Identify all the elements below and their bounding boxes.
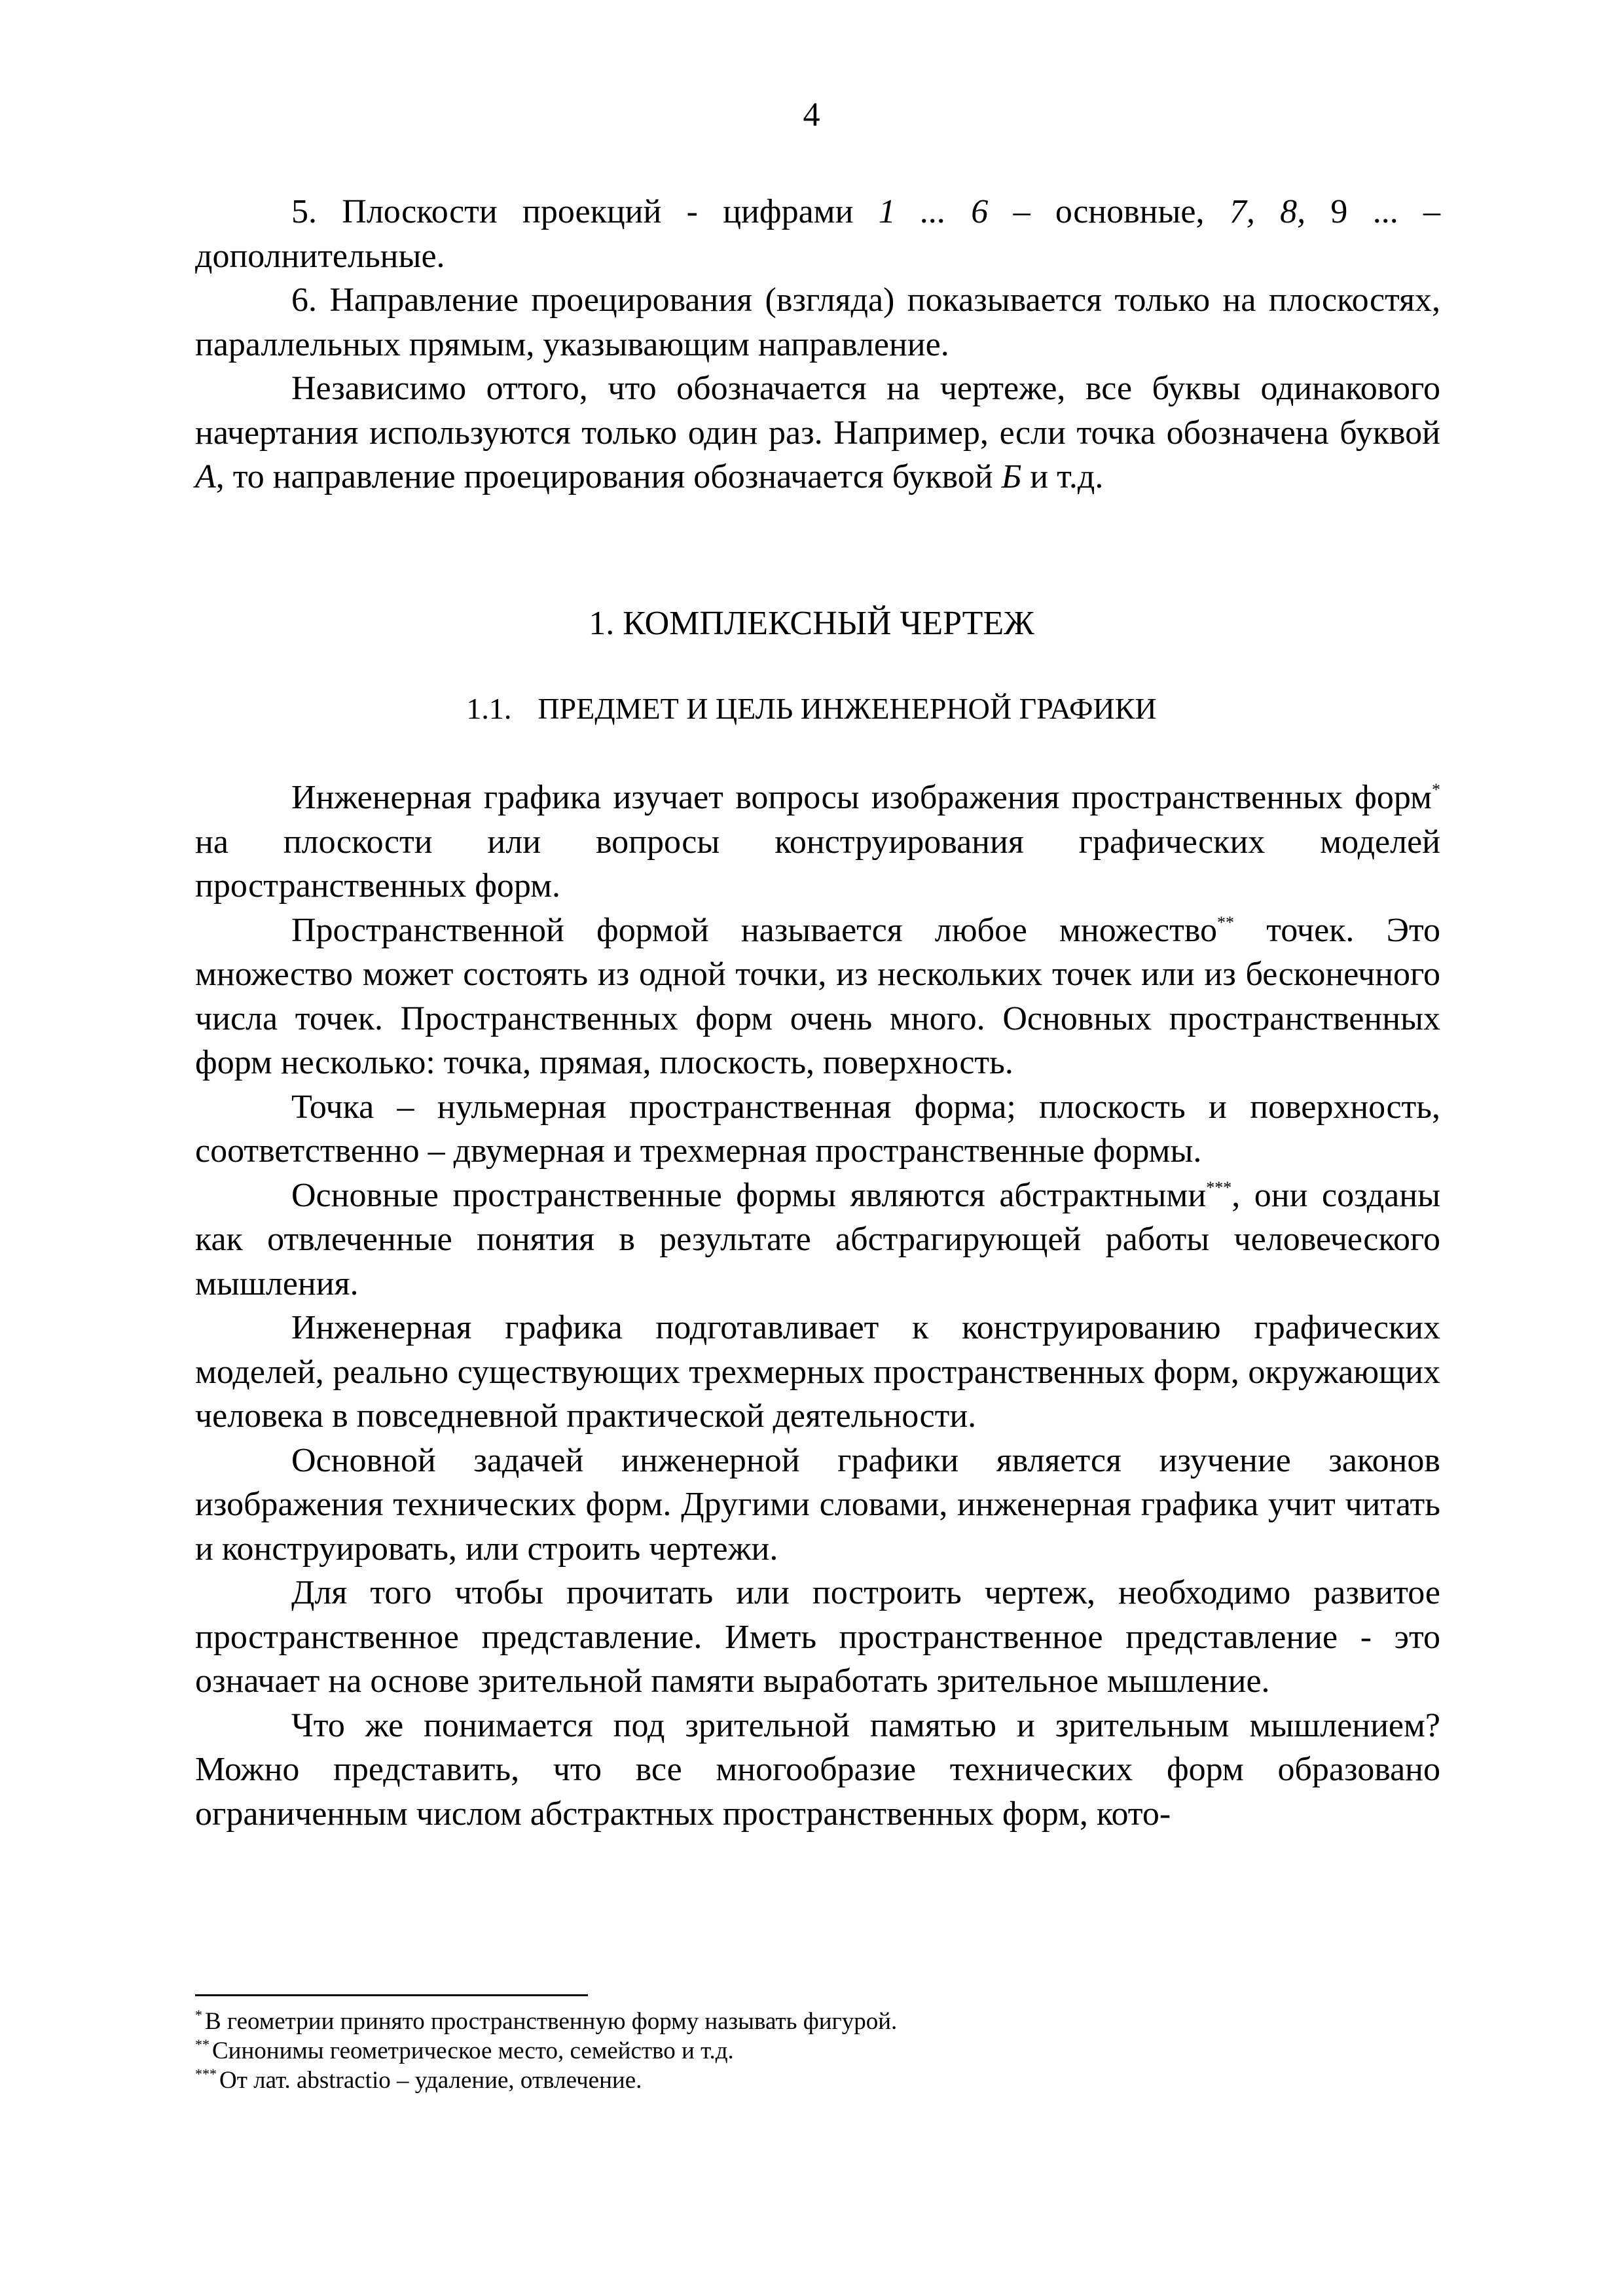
intro-paragraph-3	[195, 367, 1440, 499]
body-paragraph-7: Для того чтобы прочитать или построить чертеж, необходимо развитое пространственное представление. Иметь пространственное представление - это означает на основе зрительной памяти выработать зрительное мышление.	[195, 1574, 1440, 1700]
text-run: Инженерная графика изучает вопросы изображения пространственных форм	[291, 779, 1432, 816]
footnote-1	[195, 2007, 1440, 2036]
footnote-ref: ***	[1206, 1177, 1232, 1197]
text-run: – основные,	[988, 193, 1230, 230]
footnote-2	[195, 2036, 1440, 2066]
text-run: Независимо оттого, что обозначается на чертеже, все буквы одинакового начертания используются только один раз. Например, если точка обозначена буквой	[195, 370, 1440, 452]
italic-run: 1 ... 6	[878, 193, 989, 230]
section-number: 1.1.	[466, 692, 512, 725]
footnote-text: В геометрии принято пространственную форму называть фигурой.	[205, 2008, 898, 2035]
text-run: и т.д.	[1021, 458, 1104, 495]
footnote-text: Синонимы геометрическое место, семейство и т.д.	[212, 2037, 734, 2064]
chapter-title: 1. КОМПЛЕКСНЫЙ ЧЕРТЕЖ	[589, 605, 1034, 642]
text-run: Пространственной формой называется любое множество	[291, 911, 1218, 949]
section-title	[0, 691, 1623, 726]
italic-run: 7, 8,	[1229, 193, 1306, 230]
body-paragraph-6: Основной задачей инженерной графики является изучение законов изображения технических форм. Другими словами, инженерная графика учит читать и конструировать, или строить чертежи.	[195, 1441, 1440, 1568]
page-number: 4	[803, 96, 820, 134]
text-run: 5. Плоскости проекций - цифрами	[291, 193, 879, 230]
footnote-text: От лат. abstractio – удаление, отвлечение.	[219, 2067, 642, 2094]
italic-run: А	[195, 458, 216, 495]
italic-run: Б	[1001, 458, 1022, 495]
footnote-divider	[195, 1994, 588, 1996]
footnote-3	[195, 2066, 1440, 2095]
footnote-mark: **	[195, 2036, 210, 2053]
intro-paragraph-2: 6. Направление проецирования (взгляда) показывается только на плоскостях, параллельных прямым, указывающим направление.	[195, 281, 1440, 363]
body-paragraph-1	[195, 776, 1440, 908]
body-paragraph-8: Что же понимается под зрительной памятью и зрительным мышлением? Можно представить, что все многообразие технических форм образовано ограниченным числом абстрактных пространственных форм, кото-	[195, 1706, 1440, 1833]
section-heading: ПРЕДМЕТ И ЦЕЛЬ ИНЖЕНЕРНОЙ ГРАФИКИ	[538, 692, 1157, 725]
text-run: Основные пространственные формы являются абстрактными	[291, 1176, 1207, 1214]
text-run: 9 ... – дополнительные.	[195, 193, 1441, 275]
text-run: на плоскости или вопросы конструирования графических моделей пространственных форм.	[195, 823, 1440, 905]
footnote-mark: *	[195, 2007, 202, 2023]
footnote-mark: ***	[195, 2066, 217, 2082]
footnotes	[195, 2007, 1440, 2095]
text-run: , они созданы как отвлеченные понятия в результате абстрагирующей работы человеческого мышления.	[195, 1176, 1441, 1302]
body-paragraph-2	[195, 908, 1440, 1085]
text-run: , то направление проецирования обозначается буквой	[215, 458, 1002, 495]
body-paragraph-4	[195, 1174, 1440, 1306]
body-text	[195, 776, 1440, 1836]
intro-text	[195, 190, 1440, 499]
text-run: точек. Это множество может состоять из одной точки, из нескольких точек или из бесконечного числа точек. Пространственных форм очень много. Основных пространственных форм несколько: точка, прямая, плоскость, поверхность.	[195, 911, 1440, 1081]
intro-paragraph-1	[195, 190, 1440, 278]
body-paragraph-3: Точка – нульмерная пространственная форма; плоскость и поверхность, соответственно – двумерная и трехмерная пространственные формы.	[195, 1088, 1440, 1170]
footnote-ref: *	[1432, 780, 1440, 799]
body-paragraph-5: Инженерная графика подготавливает к конструированию графических моделей, реально существующих трехмерных пространственных форм, окружающих человека в повседневной практической деятельности.	[195, 1309, 1440, 1435]
footnote-ref: **	[1217, 912, 1235, 932]
